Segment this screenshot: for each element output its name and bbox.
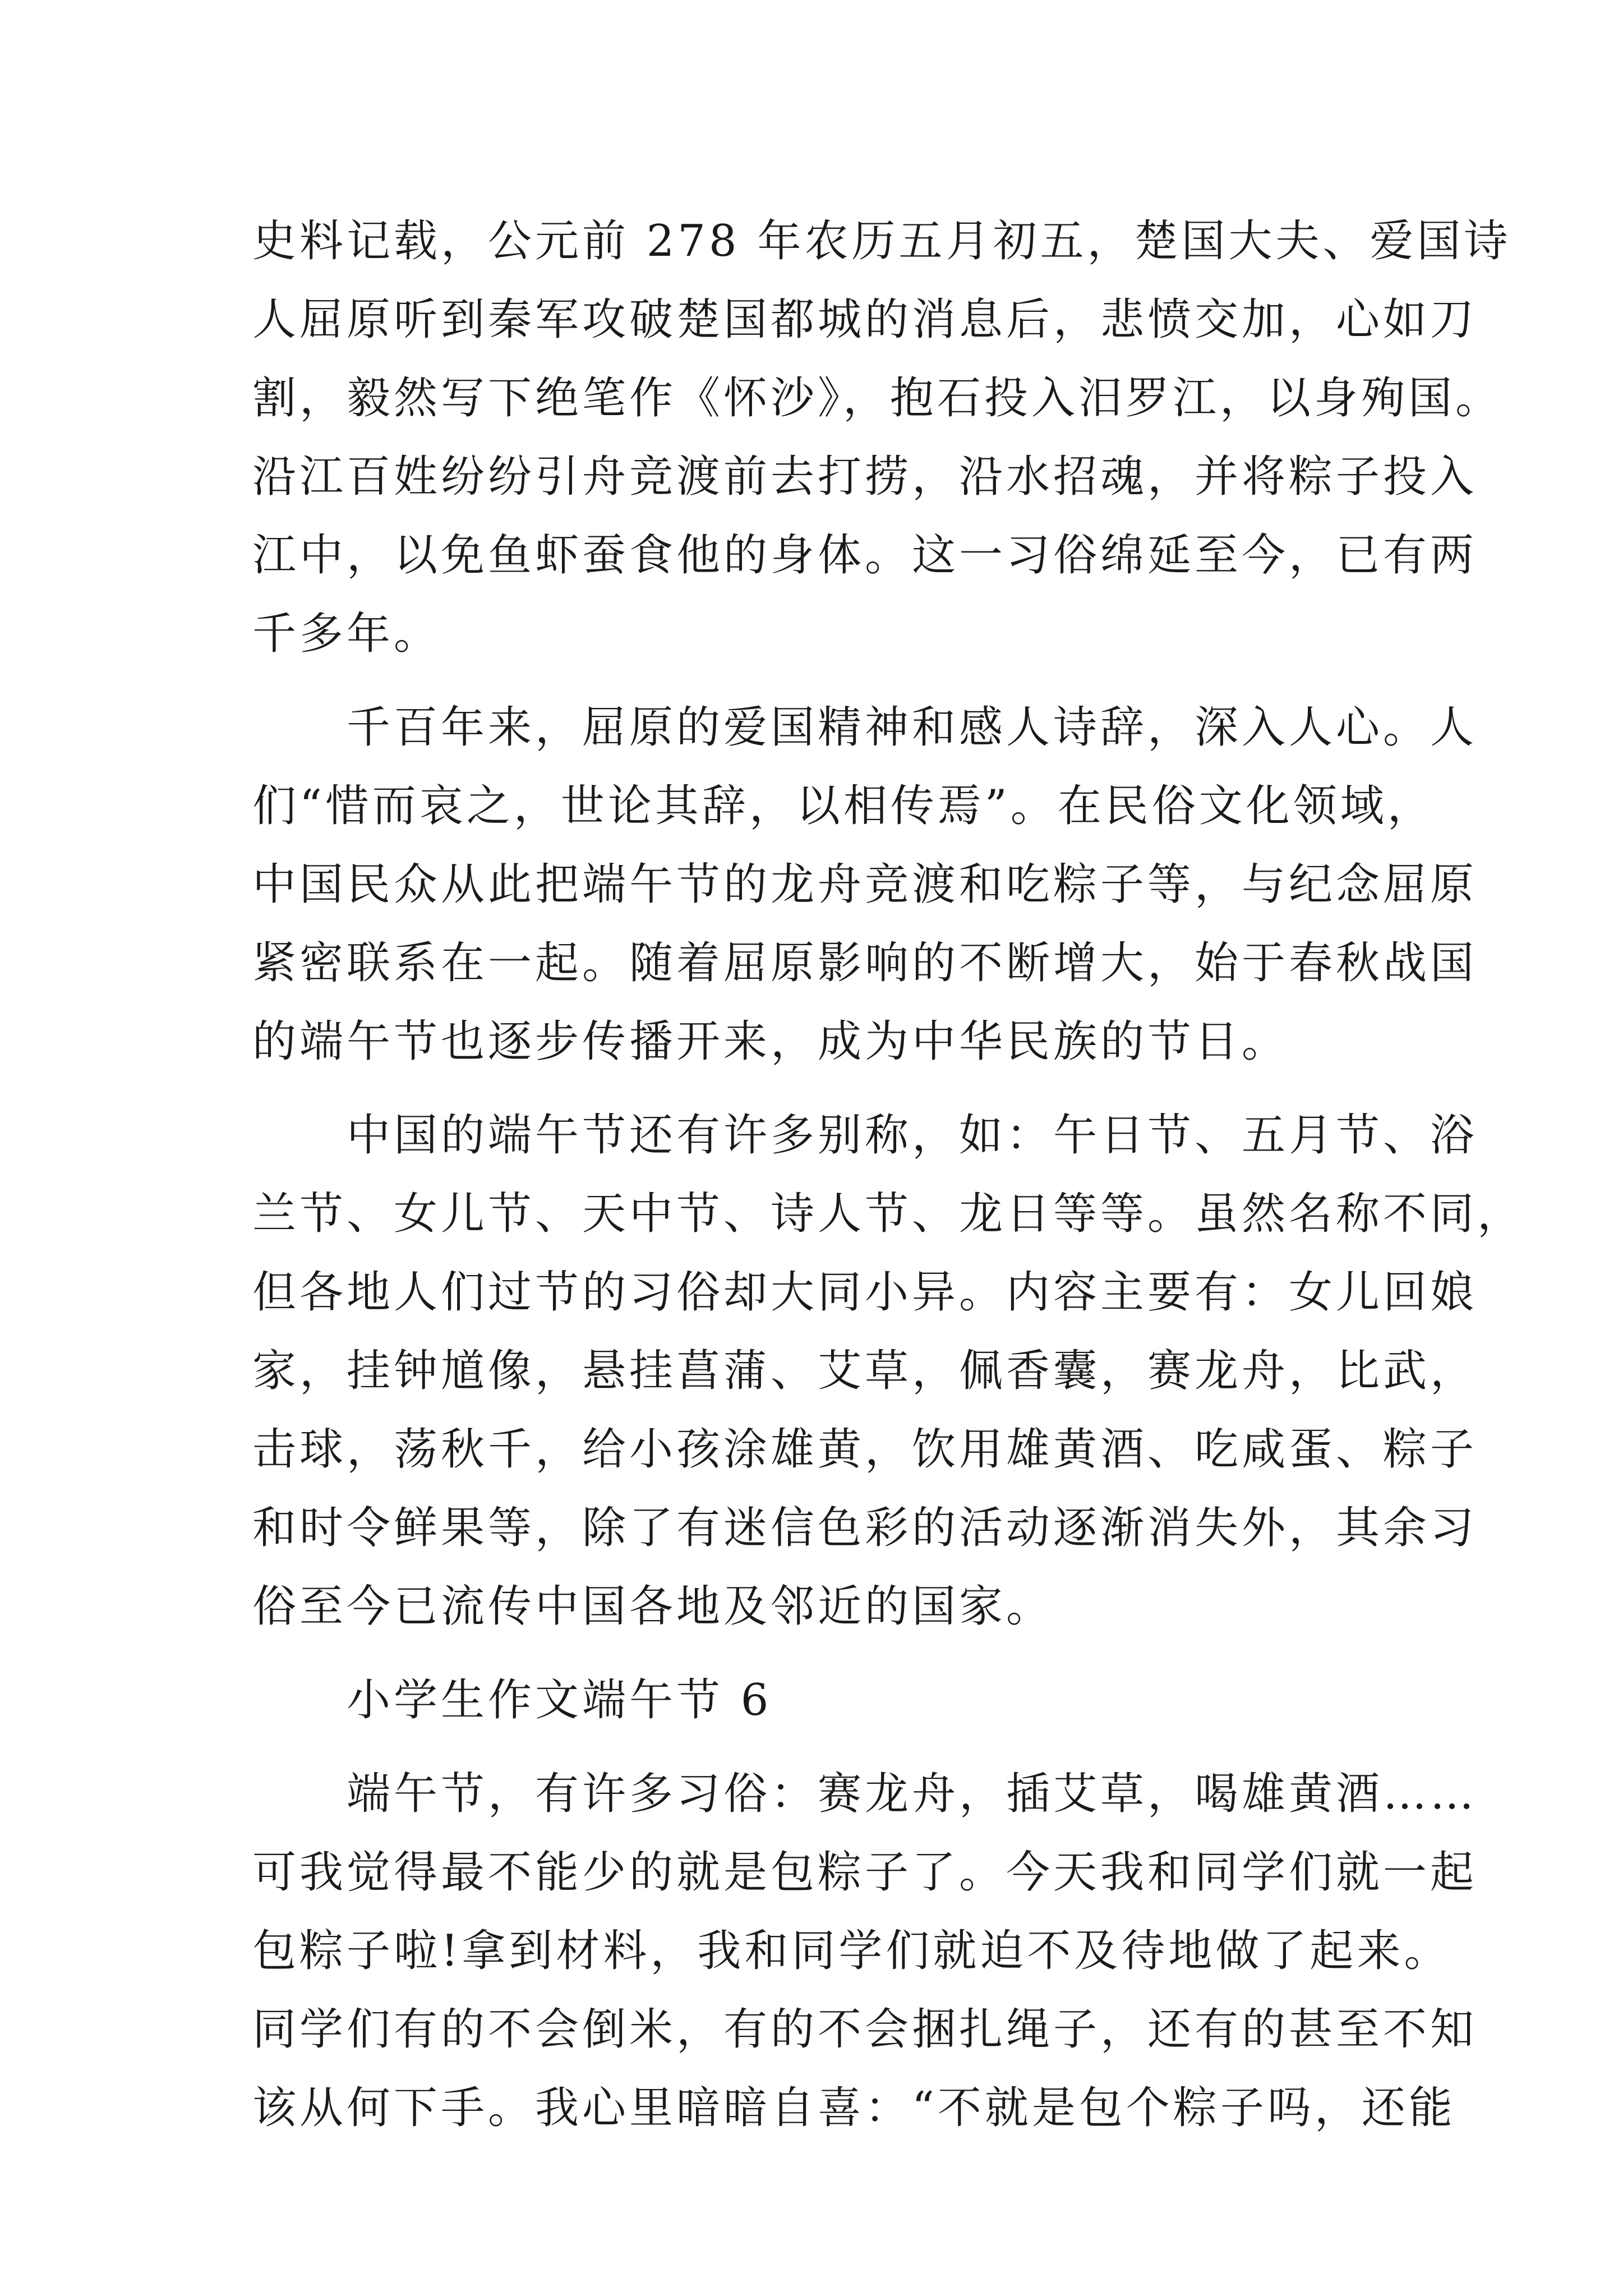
text-line: 人屈原听到秦军攻破楚国都城的消息后，悲愤交加，心如刀 <box>252 295 1478 345</box>
text-line: 包粽子啦!拿到材料，我和同学们就迫不及待地做了起来。 <box>252 1926 1451 1976</box>
text-line: 俗至今已流传中国各地及邻近的国家。 <box>252 1581 1054 1632</box>
text-line: 击球，荡秋千，给小孩涂雄黄，饮用雄黄酒、吃咸蛋、粽子 <box>252 1424 1478 1475</box>
text-line: 千百年来，屈原的爱国精神和感人诗辞，深入人心。人 <box>252 702 1478 753</box>
paragraph-customs <box>252 1096 1525 1646</box>
text-line: 端午节，有许多习俗：赛龙舟，插艾草，喝雄黄酒…… <box>252 1769 1478 1819</box>
text-line: 紧密联系在一起。随着屈原影响的不断增大，始于春秋战国 <box>252 938 1478 988</box>
text-line: 和时令鲜果等，除了有迷信色彩的活动逐渐消失外，其余习 <box>252 1503 1478 1553</box>
text-line: 该从何下手。我心里暗暗自喜：“不就是包个粽子吗，还能 <box>252 2083 1456 2133</box>
text-line: 江中，以免鱼虾蚕食他的身体。这一习俗绵延至今，已有两 <box>252 530 1478 581</box>
section-heading <box>252 1661 1385 1740</box>
text-line: 割，毅然写下绝笔作《怀沙》，抱石投入汨罗江，以身殉国。 <box>252 373 1503 424</box>
text-line: 中国民众从此把端午节的龙舟竞渡和吃粽子等，与纪念屈原 <box>252 859 1478 910</box>
text-line: 们“惜而哀之，世论其辞，以相传焉”。在民俗文化领域， <box>252 781 1435 831</box>
text-line: 千多年。 <box>252 609 441 659</box>
text-line: 沿江百姓纷纷引舟竞渡前去打捞，沿水招魂，并将粽子投入 <box>252 452 1478 502</box>
text-line: 但各地人们过节的习俗却大同小异。内容主要有：女儿回娘 <box>252 1267 1478 1318</box>
paragraph-zongzi <box>252 1755 1478 2147</box>
text-line: 史料记载，公元前 278 年农历五月初五，楚国大夫、爱国诗 <box>252 216 1511 266</box>
text-line: 同学们有的不会倒米，有的不会捆扎绳子，还有的甚至不知 <box>252 2004 1478 2055</box>
essay-title: 小学生作文端午节 6 <box>252 1675 772 1726</box>
paragraph-spirit <box>252 688 1478 1081</box>
text-line: 兰节、女儿节、天中节、诗人节、龙日等等。虽然名称不同， <box>252 1189 1525 1239</box>
document-page <box>252 202 1525 2147</box>
text-line: 的端午节也逐步传播开来，成为中华民族的节日。 <box>252 1016 1289 1067</box>
text-line: 家，挂钟馗像，悬挂菖蒲、艾草，佩香囊，赛龙舟，比武， <box>252 1346 1478 1396</box>
paragraph-history <box>252 202 1511 673</box>
text-line: 中国的端午节还有许多别称，如：午日节、五月节、浴 <box>252 1110 1478 1161</box>
text-line: 可我觉得最不能少的就是包粽子了。今天我和同学们就一起 <box>252 1847 1478 1898</box>
